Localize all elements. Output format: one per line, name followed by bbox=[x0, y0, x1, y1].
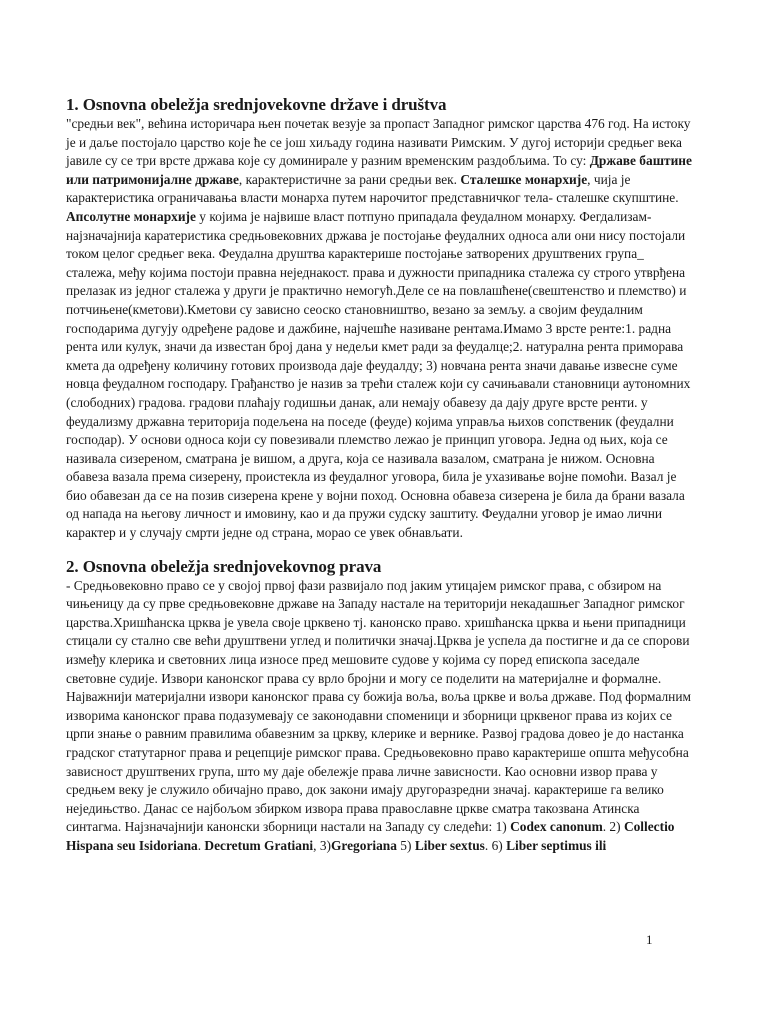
section-2-title: 2. Osnovna obeležja srednjovekovnog prava bbox=[66, 556, 382, 576]
page-number: 1 bbox=[646, 932, 653, 947]
bold-text-run: Апсолутне монархије bbox=[66, 208, 196, 224]
text-run: 5) bbox=[396, 837, 415, 853]
text-run: , чија је карактеристика ограничавања власти монарха путем нарочитог представничког тела- сталешке скупштине. bbox=[66, 171, 679, 206]
text-run: у којима је највише власт потпуно припадала феудалном монарху. Фегдализам- најзначајнија каратеристика средњовековних држава је постојање феудалних односа али они нису постојали током целог средњег века. Феудална друштва карактерише постојање затворених друштвених група_ сталежа, међу којима постоји правна неједнакост. права и дужности припадника сталежа су строго утврђена прелазак из једног сталежа у други је практично немогућ.Деле се на повлашћене(свештенство и племство) и потчињене(кметови).Кметови су зависно сеоско становништво, везано за земљу. а својим феудалним господарима дугују одређене радове и дажбине, најчешће називане рентама.Имамо 3 врсте ренте:1. радна рента или кулук, значи да известан број дана у недељи кмет ради за феудалце;2. натурална рента приморава кмета да одређену количину готових производа даје феудалду; 3) новчана рента значи давање извесне суме новца феудалном господару. Грађанство је назив за трећи сталеж који су сачињавали становници аутономних (слободних) градова. градови плаћају годишњи данак, али немају обавезу да дају друге врсте ренти. у феудализму државна територија подељена на поседе (феуде) којима управља њихов сопственик (феудални господар). У основи односа који су повезивали племство лежао је принцип уговора. Једна од њих, која се називала сизереном, сматрана је вишом, а друга, која се називала вазалом, сматрана је нижом. Основна обавеза вазала према сизерену, проистекла из феудалног уговора, била је ухазивање војне помоћи. Вазал је био обавезан да се на позив сизерена крене у војни поход. Основна обавеза сизерена је била да брани вазала од напада на његову личност и имовину, као и да пружи судску заштиту. Феудални уговор је имао лични карактер и у случају смрти једне од страна, морао се увек обнављати. bbox=[66, 208, 691, 541]
bold-text-run: Државе баштине или патримонијалне државе bbox=[66, 153, 692, 187]
bold-text-run: Сталешке монархије bbox=[460, 171, 588, 187]
document-page bbox=[66, 95, 692, 856]
bold-text-run: Liber septimus ili bbox=[506, 837, 607, 853]
section-1-body bbox=[66, 115, 692, 543]
bold-text-run: Liber sextus bbox=[414, 837, 485, 853]
text-run: . bbox=[197, 837, 205, 853]
text-run: - Средњовековно право се у својој првој фази развијало под јаким утицајем римског права, с обзиром на чињеницу да су прве средњовековне државе на Западу настале на територији некадашњег Западног римског царства.Хришћанска црква је увела своје црквено тј. канонско право. хришћанска црква и њени припадници стицали су стално све већи друштвени углед и политички значај.Црква је успела да постигне и да се спорови између клерика и световних лица износе пред мешовите судове у којима су поред епископа заседале световне судије. Извори канонског права су врло бројни и могу се поделити на материјалне и формалне. Најважнији материјални извори канонског права су божија воља, воља цркве и воља државе. Под формалним изворима канонског права подазумевају се законодавни споменици и зборници црквеног права из којих се црпи знање о равним правилима обавезним за цркву, клерике и вернике. Развој градова довео је до настанка градског статутарног права и рецепције римског права. Средњовековно право карактерише општа међусобна зависност друштвених група, што му даје обележје права личне зависности. Као основни извор права у средњем веку је служило обичајно право, док закони имају другоразредни значај. карактерише га велико неједињство. Данас се најбољом збирком извора права православне цркве сматра такозвана Атинска синтагма. Најзначајнији канонски зборници настали на Западу су следећи: 1) bbox=[66, 577, 691, 835]
bold-text-run: Decretum Gratiani bbox=[204, 837, 314, 853]
text-run: , карактеристичне за рани средњи век. bbox=[238, 171, 461, 187]
bold-text-run: Gregoriana bbox=[331, 837, 397, 853]
section-2-body bbox=[66, 577, 692, 856]
text-run: . 2) bbox=[602, 819, 624, 835]
text-run: , 3) bbox=[313, 837, 331, 853]
bold-text-run: Codex canonum bbox=[510, 819, 603, 835]
bold-text-run: Collectio Hispana seu Isidoriana bbox=[66, 819, 675, 853]
text-run: "средњи век", већина историчара њен почетак везује за пропаст Западног римског царства 476 год. На истоку је и даље постојало царство које ће се још хиљаду година називати Римским. У дугој историји средњег века јавиле су се три врсте држава које су доминирале у разним временским раздобљима. То су: bbox=[66, 116, 691, 169]
section-1-title: 1. Osnovna obeležja srednjovekovne države i društva bbox=[66, 95, 447, 114]
text-run: . 6) bbox=[484, 837, 507, 853]
